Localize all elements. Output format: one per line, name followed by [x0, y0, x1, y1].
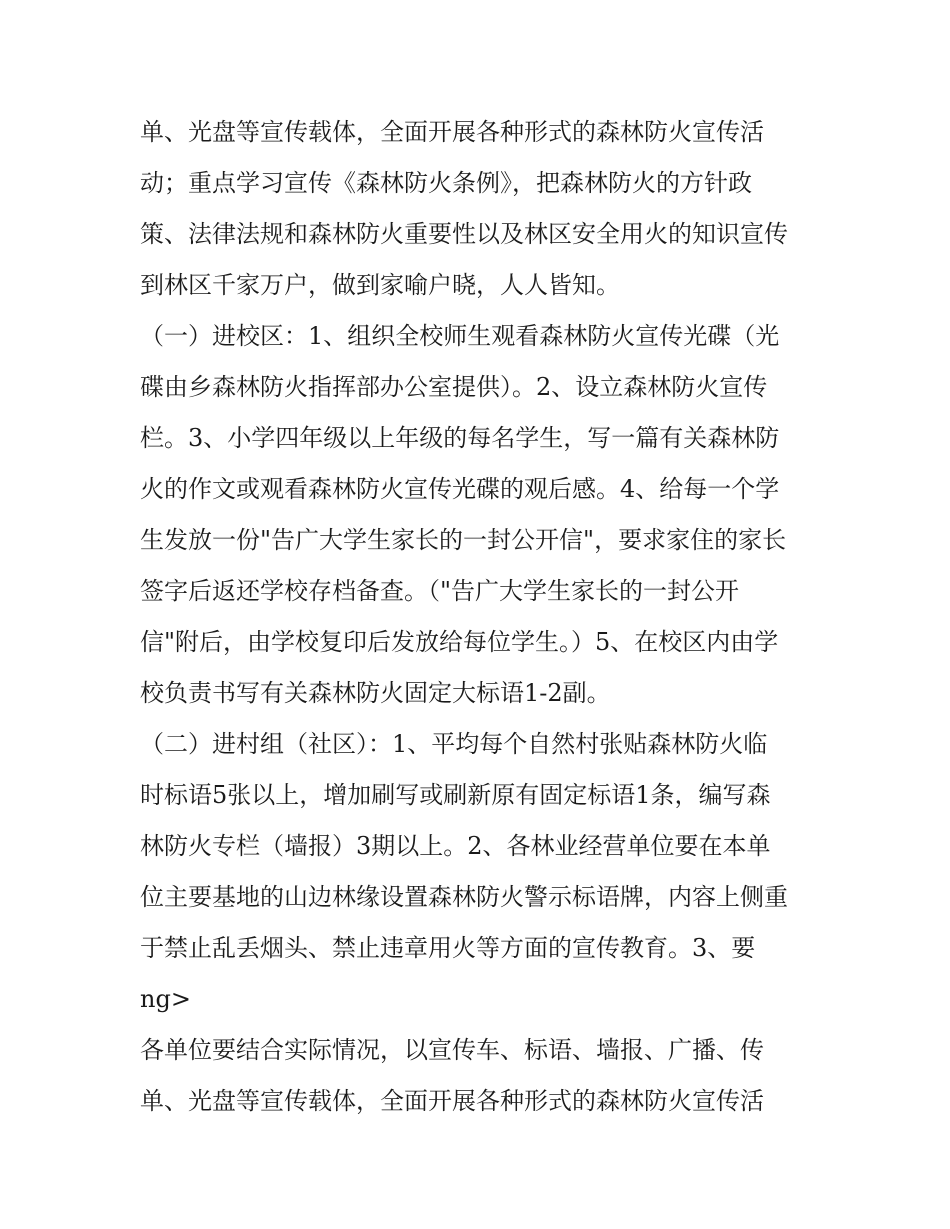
- text-line: 动；重点学习宣传《森林防火条例》，把森林防火的方针政: [140, 169, 752, 197]
- text-line: 到林区千家万户，做到家喻户晓，人人皆知。: [140, 271, 620, 299]
- text-line: 各单位要结合实际情况，以宣传车、标语、墙报、广播、传: [140, 1036, 764, 1064]
- text-line: （一）进校区：1、组织全校师生观看森林防火宣传光碟（光: [140, 322, 780, 350]
- document-body: [140, 107, 820, 1127]
- text-line: 于禁止乱丢烟头、禁止违章用火等方面的宣传教育。3、要: [140, 934, 756, 962]
- text-line: 栏。3、小学四年级以上年级的每名学生，写一篇有关森林防: [140, 424, 780, 452]
- text-line: （二）进村组（社区）：1、平均每个自然村张贴森林防火临: [140, 730, 768, 758]
- text-line: 火的作文或观看森林防火宣传光碟的观后感。4、给每一个学: [140, 475, 780, 503]
- text-line: ng>: [140, 985, 191, 1013]
- text-line: 位主要基地的山边林缘设置森林防火警示标语牌，内容上侧重: [140, 883, 788, 911]
- text-line: 策、法律法规和森林防火重要性以及林区安全用火的知识宣传: [140, 220, 788, 248]
- text-line: 碟由乡森林防火指挥部办公室提供）。2、设立森林防火宣传: [140, 373, 768, 401]
- text-line: 林防火专栏（墙报）3期以上。2、各林业经营单位要在本单: [140, 832, 771, 860]
- text-line: 信"附后，由学校复印后发放给每位学生。）5、在校区内由学: [140, 628, 779, 656]
- text-line: 时标语5张以上，增加刷写或刷新原有固定标语1条，编写森: [140, 781, 771, 809]
- text-line: 校负责书写有关森林防火固定大标语1-2副。: [140, 679, 611, 707]
- text-line: 单、光盘等宣传载体，全面开展各种形式的森林防火宣传活: [140, 1087, 764, 1115]
- text-line: 单、光盘等宣传载体，全面开展各种形式的森林防火宣传活: [140, 118, 764, 146]
- text-line: 签字后返还学校存档备查。（"告广大学生家长的一封公开: [140, 577, 740, 605]
- text-line: 生发放一份"告广大学生家长的一封公开信"，要求家住的家长: [140, 526, 787, 554]
